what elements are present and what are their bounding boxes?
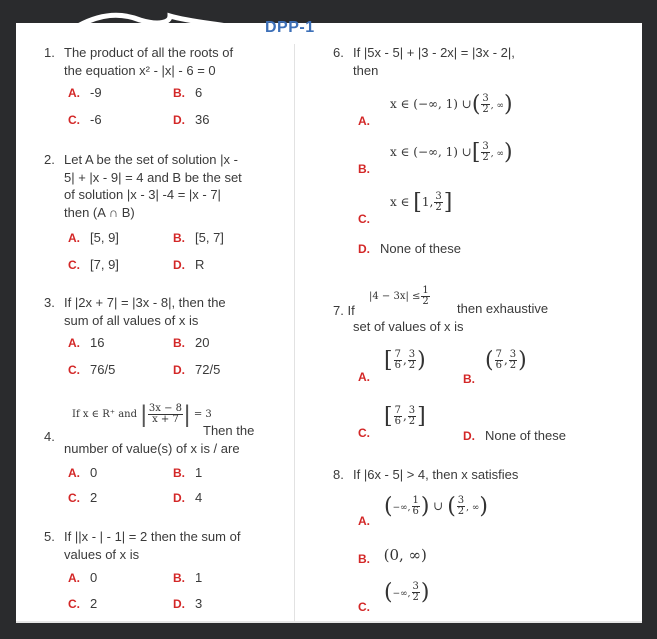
option-value: 1 xyxy=(195,570,203,585)
question-line: sum of all values of x is xyxy=(64,312,199,328)
question-line: number of value(s) of x is / are xyxy=(64,441,240,456)
option-a[interactable] xyxy=(68,230,119,245)
option-math: [ $\frac{7}{6}$ , $\frac{3}{2}$ ) xyxy=(384,348,426,373)
question-line: If |2x + 7| = |3x - 8|, then the xyxy=(64,295,226,310)
fraction xyxy=(394,406,402,427)
bracket: ) xyxy=(504,140,513,165)
question-line: then exhaustive xyxy=(457,301,549,316)
option-value: 2 xyxy=(90,490,98,505)
fraction xyxy=(148,404,183,425)
numerator: 3 xyxy=(482,141,489,152)
option-label: C. xyxy=(68,363,80,377)
denominator: 2 xyxy=(408,360,416,371)
option-label: C. xyxy=(68,258,80,272)
option-c[interactable] xyxy=(68,112,102,127)
question-number: 3. xyxy=(44,295,55,310)
option-label: B. xyxy=(358,552,370,566)
option-b[interactable] xyxy=(173,465,202,480)
option-label: A. xyxy=(68,231,80,245)
math-text: 1, xyxy=(421,195,434,209)
question-number: 2. xyxy=(44,152,55,167)
option-label: A. xyxy=(68,86,80,100)
question-line: Let A be the set of solution |x - xyxy=(64,152,238,167)
denominator: 2 xyxy=(509,360,517,371)
math-text: , ∞ xyxy=(466,503,480,513)
math-text: |4 − 3x| ≤ xyxy=(369,291,421,302)
numerator: 7 xyxy=(394,349,401,360)
question-line: then xyxy=(353,62,379,78)
bracket: ( xyxy=(471,92,481,117)
option-label: D. xyxy=(463,429,475,443)
fraction xyxy=(509,350,517,371)
page-title: DPP-1 xyxy=(265,19,315,36)
question-line: of solution |x - 3| -4 = |x - 7| xyxy=(64,187,221,202)
option-b[interactable] xyxy=(173,85,202,100)
bracket: ) xyxy=(504,92,513,117)
question-line: If |6x - 5| > 4, then x satisfies xyxy=(353,467,519,482)
option-label: D. xyxy=(358,242,370,256)
option-label: A. xyxy=(358,514,370,528)
question-text xyxy=(353,44,515,79)
denominator: 6 xyxy=(412,506,419,517)
option-b[interactable] xyxy=(358,546,427,564)
question-text xyxy=(64,44,233,79)
option-label: C. xyxy=(68,597,80,611)
question-line: The product of all the roots of xyxy=(64,45,234,60)
question-4 xyxy=(44,400,294,460)
numerator: 1 xyxy=(422,285,429,296)
option-label: B. xyxy=(173,571,185,585)
option-label: D. xyxy=(173,113,185,127)
bracket: ] xyxy=(417,404,426,429)
option-value: -6 xyxy=(90,112,102,127)
option-a[interactable] xyxy=(68,85,102,100)
question-line: If ||x - | - 1| = 2 then the sum of xyxy=(64,529,241,544)
option-value: [5, 7] xyxy=(195,230,224,245)
option-value: [5, 9] xyxy=(90,230,119,245)
option-value: 76/5 xyxy=(90,362,116,377)
fraction xyxy=(408,406,416,427)
option-d[interactable] xyxy=(358,241,461,256)
option-d[interactable] xyxy=(173,596,202,611)
bracket: ) xyxy=(479,494,488,519)
option-value: 20 xyxy=(195,335,210,350)
denominator: 2 xyxy=(422,296,429,307)
option-c[interactable] xyxy=(68,257,119,272)
question-math: If x ∈ R⁺ and | $\frac{3x - 8}{x + 7}$ | = 3 xyxy=(72,400,212,428)
option-label: C. xyxy=(358,426,370,440)
fraction xyxy=(481,142,489,163)
bracket: ( xyxy=(485,348,494,373)
option-math: ( $\frac{7}{6}$ , $\frac{3}{2}$ ) xyxy=(485,348,527,373)
option-label: B. xyxy=(463,372,475,386)
question-line: set of values of x is xyxy=(353,319,464,334)
math-text: −∞, xyxy=(392,589,411,599)
bracket: ( xyxy=(447,494,456,519)
option-value: 2 xyxy=(90,596,98,611)
option-label: B. xyxy=(173,86,185,100)
math-text: , ∞ xyxy=(490,101,505,111)
option-b[interactable] xyxy=(173,230,224,245)
fraction xyxy=(495,350,503,371)
option-label: B. xyxy=(173,336,185,350)
denominator: 2 xyxy=(457,506,465,517)
fraction xyxy=(434,192,442,213)
bracket: ( xyxy=(384,494,393,519)
bracket: ) xyxy=(420,580,430,605)
denominator: 6 xyxy=(394,416,401,427)
option-value: 1 xyxy=(195,465,203,480)
numerator: 7 xyxy=(495,349,502,360)
option-value: -9 xyxy=(90,85,102,100)
bracket: [ xyxy=(413,190,422,215)
math-text: x ∈ (−∞, 1) ∪ xyxy=(390,97,472,111)
fraction xyxy=(421,286,429,307)
option-value: 6 xyxy=(195,85,203,100)
option-label: B. xyxy=(358,162,370,176)
option-label: A. xyxy=(358,370,370,384)
numerator: 3 xyxy=(482,93,489,104)
option-c[interactable] xyxy=(68,596,97,611)
question-text xyxy=(64,528,240,563)
denominator: 2 xyxy=(482,104,489,115)
question-number: 1. xyxy=(44,45,55,60)
question-line: If xyxy=(347,303,355,318)
question-number: 4. xyxy=(44,429,55,444)
column-divider xyxy=(294,44,295,621)
option-a[interactable] xyxy=(68,465,97,480)
option-value: R xyxy=(195,257,205,272)
option-value: 0 xyxy=(90,465,98,480)
math-text: = 3 xyxy=(193,408,212,420)
option-label: C. xyxy=(68,113,80,127)
option-value: (0, ∞) xyxy=(383,546,427,564)
option-label: A. xyxy=(68,466,80,480)
option-d[interactable] xyxy=(173,362,220,377)
option-value: 0 xyxy=(90,570,98,585)
option-label: B. xyxy=(173,466,185,480)
math-text: , ∞ xyxy=(490,149,505,159)
question-number: 6. xyxy=(333,45,344,60)
option-label: B. xyxy=(173,231,185,245)
option-d[interactable] xyxy=(173,257,204,272)
option-value: 72/5 xyxy=(195,362,221,377)
denominator: 2 xyxy=(412,592,419,603)
option-label: D. xyxy=(173,258,185,272)
question-number-line xyxy=(333,302,355,320)
option-d[interactable] xyxy=(173,490,202,505)
option-math xyxy=(384,494,488,519)
option-math xyxy=(390,140,513,165)
option-d[interactable] xyxy=(173,112,209,127)
option-value: 36 xyxy=(195,112,210,127)
option-label: D. xyxy=(173,597,185,611)
question-line: the equation x² - |x| - 6 = 0 xyxy=(64,62,216,78)
question-line: If |5x - 5| + |3 - 2x| = |3x - 2|, xyxy=(353,45,515,60)
question-7 xyxy=(333,282,633,332)
option-label: A. xyxy=(68,336,80,350)
option-b[interactable] xyxy=(173,335,209,350)
denominator: 2 xyxy=(482,152,489,163)
question-number: 7. xyxy=(333,303,344,318)
option-label: C. xyxy=(68,491,80,505)
option-c[interactable] xyxy=(68,490,97,505)
option-b[interactable] xyxy=(173,570,202,585)
option-math xyxy=(390,190,452,215)
denominator: 6 xyxy=(394,360,401,371)
option-math xyxy=(390,92,513,117)
option-label: A. xyxy=(68,571,80,585)
bracket: ) xyxy=(420,494,430,519)
denominator: 2 xyxy=(435,202,442,213)
question-math xyxy=(369,286,431,307)
fraction xyxy=(412,496,420,517)
bracket: [ xyxy=(384,348,393,373)
option-label: D. xyxy=(173,491,185,505)
fraction xyxy=(481,94,489,115)
fraction xyxy=(457,496,465,517)
question-line: values of x is xyxy=(64,546,140,562)
option-c[interactable] xyxy=(68,362,115,377)
option-d[interactable] xyxy=(463,428,566,443)
option-value: 3 xyxy=(195,596,203,611)
numerator: 7 xyxy=(394,405,401,416)
question-line: Then the xyxy=(203,423,255,438)
question-number: 8. xyxy=(333,467,344,482)
bracket: ) xyxy=(417,348,426,373)
question-number: 5. xyxy=(44,529,55,544)
option-value: None of these xyxy=(485,428,566,443)
question-line: then (A ∩ B) xyxy=(64,204,135,220)
math-text: x ∈ xyxy=(390,195,410,209)
denominator: 6 xyxy=(495,360,502,371)
numerator: 1 xyxy=(412,495,419,506)
numerator: 3 xyxy=(457,495,465,506)
option-value: [7, 9] xyxy=(90,257,119,272)
numerator: 3 xyxy=(412,581,419,592)
bracket: [ xyxy=(471,140,481,165)
option-label: C. xyxy=(358,212,370,226)
option-math: [ $\frac{7}{6}$ , $\frac{3}{2}$ ] xyxy=(384,404,426,429)
numerator: 3x − 8 xyxy=(148,403,182,414)
option-value: 4 xyxy=(195,490,203,505)
bracket: ) xyxy=(518,348,527,373)
option-label: D. xyxy=(173,363,185,377)
math-text: If x ∈ R⁺ and xyxy=(72,408,138,420)
union-symbol: ∪ xyxy=(433,499,444,513)
option-label: A. xyxy=(358,114,370,128)
bracket: ( xyxy=(384,580,393,605)
option-math xyxy=(384,580,429,605)
math-text: −∞, xyxy=(392,503,411,513)
numerator: 3 xyxy=(408,405,416,416)
numerator: 3 xyxy=(435,191,442,202)
fraction xyxy=(408,350,416,371)
fraction xyxy=(394,350,402,371)
option-label: C. xyxy=(358,600,370,614)
bracket: [ xyxy=(384,404,393,429)
question-text xyxy=(353,466,518,484)
fraction xyxy=(412,582,420,603)
bracket: ] xyxy=(443,190,453,215)
option-value: 16 xyxy=(90,335,105,350)
numerator: 3 xyxy=(509,349,517,360)
numerator: 3 xyxy=(408,349,416,360)
option-value: None of these xyxy=(380,241,461,256)
option-a[interactable] xyxy=(68,570,97,585)
question-text xyxy=(64,294,226,329)
question-text xyxy=(64,151,242,221)
denominator: x + 7 xyxy=(152,414,179,425)
question-line: 5| + |x - 9| = 4 and B be the set xyxy=(64,169,242,185)
denominator: 2 xyxy=(408,416,416,427)
math-text: x ∈ (−∞, 1) ∪ xyxy=(390,145,472,159)
option-a[interactable] xyxy=(68,335,104,350)
